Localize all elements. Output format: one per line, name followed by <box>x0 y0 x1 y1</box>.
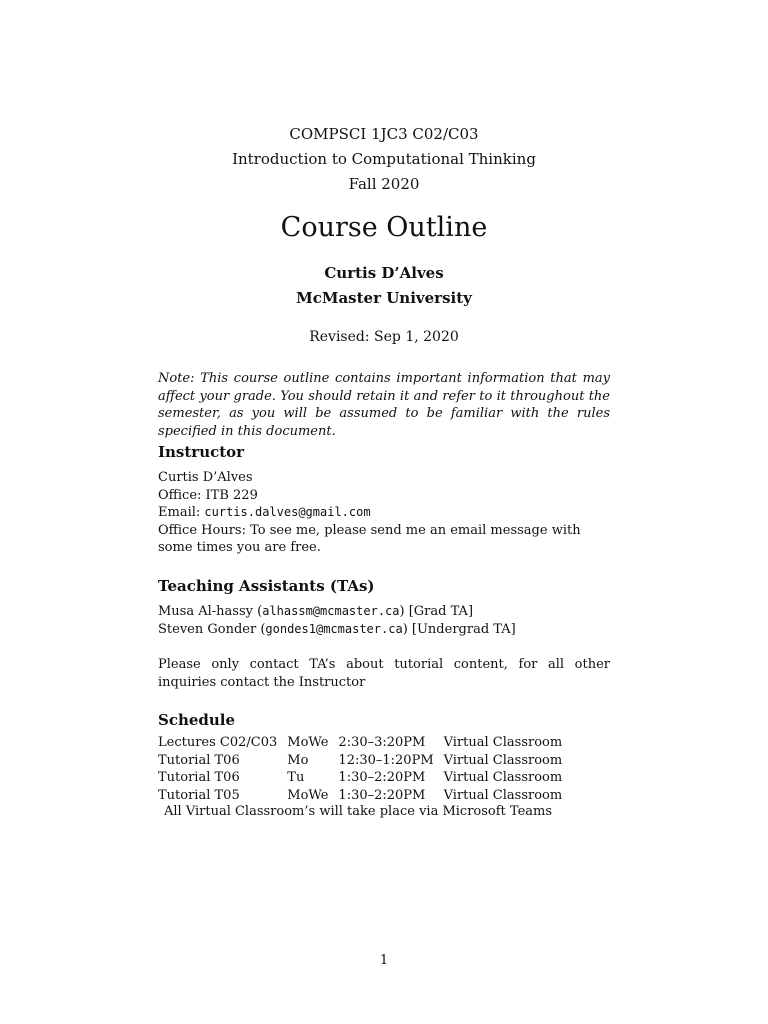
schedule-section: Tutorial T06 <box>158 770 240 785</box>
course-code: COMPSCI 1JC3 C02/C03 <box>289 125 479 143</box>
schedule-location: Virtual Classroom <box>443 770 563 785</box>
schedule-time: 1:30–2:20PM <box>338 770 426 785</box>
schedule-time: 12:30–1:20PM <box>338 752 434 768</box>
ta-list <box>158 603 610 638</box>
instructor-section <box>158 469 610 557</box>
schedule-location: Virtual Classroom <box>443 752 563 768</box>
schedule-table <box>158 734 572 804</box>
revision-date: Revised: Sep 1, 2020 <box>309 329 459 345</box>
ta-role: [Grad TA] <box>408 604 474 619</box>
ta-entry: Musa Al-hassy (alhassm@mcmaster.ca) [Grad TA] <box>158 604 474 619</box>
schedule-heading: Schedule <box>158 711 236 729</box>
instructor-email-line <box>158 504 610 522</box>
schedule-days: Tu <box>287 770 305 785</box>
schedule-section: Tutorial T05 <box>158 787 240 803</box>
table-row <box>158 769 572 787</box>
ta-entry: Steven Gonder (gondes1@mcmaster.ca) [Undergrad TA] <box>158 621 516 637</box>
ta-email: alhassm@mcmaster.ca <box>262 604 400 618</box>
author: Curtis D’Alves <box>324 264 444 282</box>
schedule-location: Virtual Classroom <box>443 735 563 750</box>
instructor-name: Curtis D’Alves <box>158 470 253 485</box>
table-row <box>158 752 572 770</box>
schedule-days: Mo <box>287 752 309 768</box>
schedule-days: MoWe <box>287 735 329 750</box>
course-title: Introduction to Computational Thinking <box>232 150 536 168</box>
schedule-location: Virtual Classroom <box>443 787 563 803</box>
schedule-section: Lectures C02/C03 <box>158 735 278 750</box>
table-row <box>158 734 572 752</box>
ta-email: gondes1@mcmaster.ca <box>265 621 403 636</box>
email-label: Email: <box>158 505 201 520</box>
university: McMaster University <box>296 289 472 307</box>
ta-name: Steven Gonder <box>158 621 257 637</box>
tas-heading: Teaching Assistants (TAs) <box>158 577 375 595</box>
ta-contact-note: Please only contact TA’s about tutorial content, for all other inquiries contact the Instructor <box>158 657 610 690</box>
instructor-office: Office: ITB 229 <box>158 487 258 503</box>
schedule-section: Tutorial T06 <box>158 752 240 768</box>
document-title: Course Outline <box>280 212 488 243</box>
schedule-time: 1:30–2:20PM <box>338 787 426 803</box>
instructor-email: curtis.dalves@gmail.com <box>204 505 371 519</box>
office-hours: Office Hours: To see me, please send me an email message with some times you are free. <box>158 522 581 555</box>
schedule-time: 2:30–3:20PM <box>338 735 426 750</box>
ta-role: [Undergrad TA] <box>411 621 516 637</box>
table-row <box>158 787 572 805</box>
page-number: 1 <box>379 953 389 968</box>
term: Fall 2020 <box>348 175 420 193</box>
ta-name: Musa Al-hassy <box>158 604 253 619</box>
instructor-heading: Instructor <box>158 443 245 461</box>
important-note: Note: This course outline contains important information that may affect your grade. You should retain it and refer to it throughout the semester, as you will be assumed to be familiar with the rules specified in this document. <box>158 371 610 439</box>
schedule-note: All Virtual Classroom’s will take place via Microsoft Teams <box>163 804 553 819</box>
schedule-days: MoWe <box>287 787 329 803</box>
